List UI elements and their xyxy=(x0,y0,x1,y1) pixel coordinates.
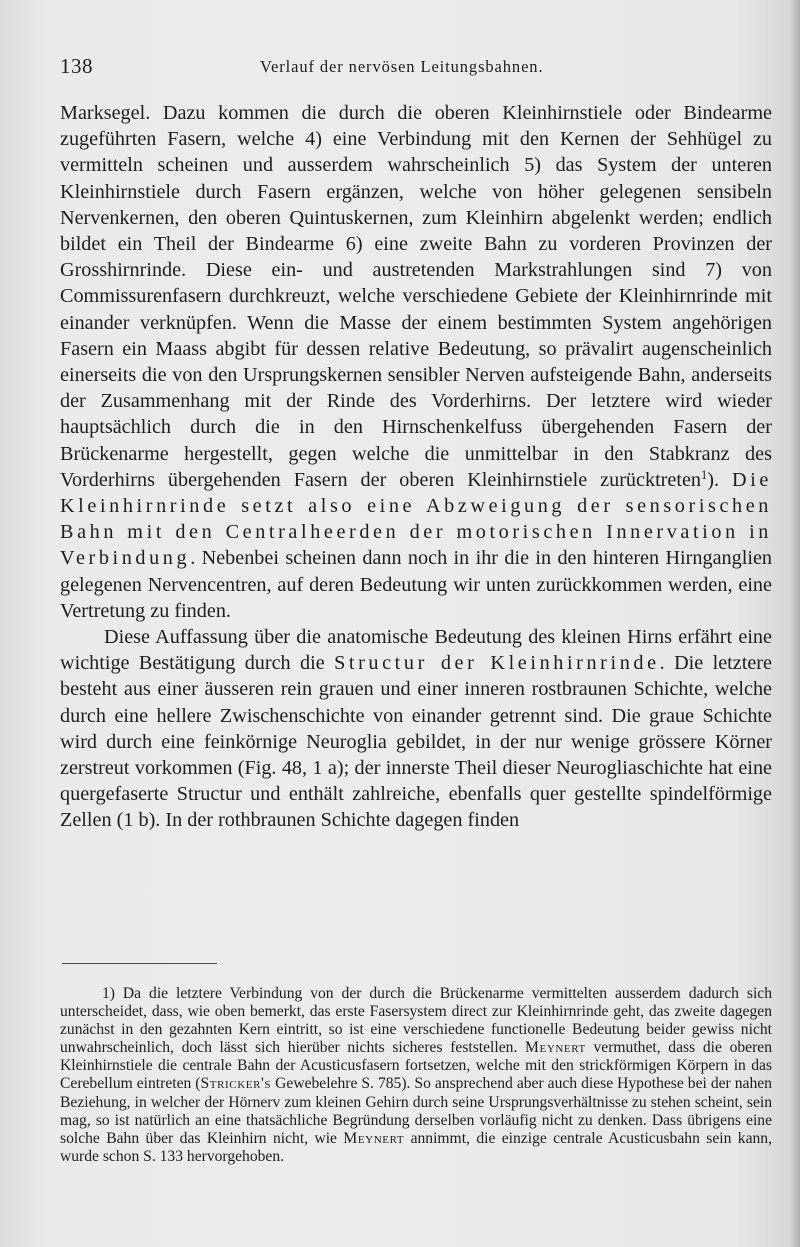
paragraph-2-text-c: . Die letztere besteht aus einer äusseren rein grauen und einer inneren rostbraunen Schichte, welche durch eine hellere Zwischenschichte von einander getrennt sind. Die graue Schichte wird durch eine feinkörnige Neuroglia gebildet, in der nur wenige grössere Körner zerstreut vorkommen (Fig. 48, 1 a); der innerste Theil dieser Neurogliaschichte hat eine quergefaserte Structur und enthält zahlreiche, ebenfalls quer gestellte spindelförmige Zellen (1 b). In der rothbraunen Schichte dagegen finden xyxy=(60,652,772,832)
footnote-reference: 1 xyxy=(701,467,708,482)
author-name: Meynert xyxy=(525,1039,586,1057)
paragraph-1-text-c: . Nebenbei scheinen dann noch in ihr die in den hinteren Hirnganglien gelegenen Nervencentren, auf deren Bedeutung wir unten zurückkommen werden, eine Vertretung zu finden. xyxy=(60,547,772,622)
author-name: Meynert xyxy=(343,1129,405,1147)
page-edge-shadow xyxy=(790,0,800,1247)
paragraph-1 xyxy=(60,100,772,624)
body-text xyxy=(60,100,772,834)
footnote-text-c: Gewebelehre S. 785). So ansprechend aber auch diese Hypothese bei der nahen Beziehung, in welcher der Hörnerv zum kleinen Gehirn durch seine Ursprungsverhältnisse zu stehen scheint, sein mag, so ist natürlich an eine thatsächliche Begründung derselben vorläufig nicht zu denken. Dass übrigens eine solche Bahn über das Kleinhirn nicht, wie xyxy=(60,1075,772,1147)
paragraph-2-text-a: Diese Auffassung über die anatomische Bedeutung des kleinen Hirns erfährt eine wichtige Bestätigung durch die xyxy=(60,626,772,675)
paragraph-1-text-b: ). xyxy=(707,468,733,491)
author-name: Stricker's xyxy=(200,1075,272,1093)
footnote-divider xyxy=(62,963,217,964)
running-head: Verlauf der nervösen Leitungsbahnen. xyxy=(260,57,544,76)
footnote-marker: 1 xyxy=(102,985,110,1002)
footnote-text-d: annimmt, die einzige centrale Acusticusbahn sein kann, wurde schon S. 133 hervorgehoben. xyxy=(60,1129,772,1165)
paragraph-1-text-a: Marksegel. Dazu kommen die durch die oberen Kleinhirnstiele oder Bindearme zugeführten Fasern, welche 4) eine Verbindung mit den Kernen der Sehhügel zu vermitteln scheinen und ausserdem wahrscheinlich 5) das System der unteren Kleinhirnstiele durch Fasern ergänzen, welche von höher gelegenen sensibeln Nervenkernen, den oberen Quintuskernen, zum Kleinhirn abgelenkt werden; endlich bildet ein Theil der Bindearme 6) eine zweite Bahn zu vorderen Provinzen der Grosshirnrinde. Diese ein- und austretenden Markstrahlungen sind 7) von Commissurenfasern durchkreuzt, welche verschiedene Gebiete der Kleinhirnrinde mit einander verknüpfen. Wenn die Masse der einem bestimmten System angehörigen Fasern ein Maass abgibt für dessen relative Bedeutung, so prävalirt augenscheinlich einerseits die von den Ursprungskernen sensibler Nerven aufsteigende Bahn, anderseits der Zusammenhang mit der Rinde des Vorderhirns. Der letztere wird wieder hauptsächlich durch die in den Hirnschenkelfuss übergehenden Fasern der Brückenarme hergestellt, gegen welche die unmittelbar in den Stabkranz des Vorderhirns übergehenden Fasern der oberen Kleinhirnstiele zurücktreten xyxy=(60,102,772,491)
footnote-text-a: ) Da die letztere Verbindung von der durch die Brückenarme vermittelten ausserdem dadurch sich unterscheidet, dass, wie oben bemerkt, das erste Fasersystem direct zur Kleinhirnrinde geht, das zweite dagegen zunächst in den gezahnten Kern eintritt, so ist eine verschiedene functionelle Bedeutung beider gewiss nicht unwahrscheinlich, doch lässt sich hierüber nichts sicheres feststellen. xyxy=(60,985,772,1057)
emphasis-spaced-text: Die Kleinhirnrinde setzt also eine Abzweigung der sensorischen Bahn mit den Centralheerden der motorischen Innervation in Verbindung xyxy=(60,468,772,570)
emphasis-spaced-text: Structur der Kleinhirnrinde xyxy=(334,652,660,675)
footnote xyxy=(60,985,772,1166)
footnote-text-b: vermuthet, dass die oberen Kleinhirnstiele die centrale Bahn der Acusticusfasern fortsetzen, welche mit den strickförmigen Körpern in das Cerebellum eintreten ( xyxy=(60,1039,772,1093)
paragraph-2 xyxy=(60,624,772,834)
page-number: 138 xyxy=(60,54,93,78)
page-header xyxy=(60,54,780,84)
